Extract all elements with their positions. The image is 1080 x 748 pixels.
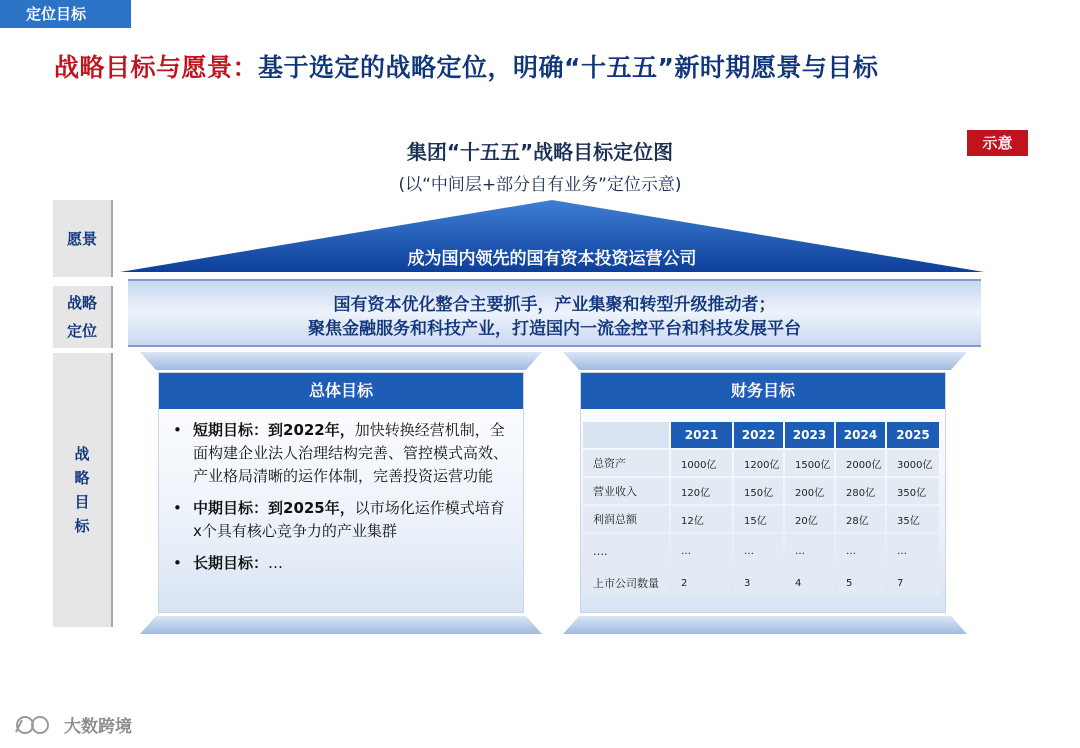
table-cell: …	[836, 534, 885, 568]
table-row	[583, 570, 939, 596]
table-row	[583, 450, 939, 476]
row-label: 总资产	[583, 450, 669, 476]
positioning-line-1: 国有资本优化整合主要抓手，产业集聚和转型升级推动者；	[333, 295, 776, 315]
bullet-icon: •	[173, 554, 182, 572]
table-cell: 350亿	[887, 478, 939, 504]
bullet-icon: •	[173, 421, 182, 439]
table-cell: …	[671, 534, 732, 568]
vision-text: 成为国内领先的国有资本投资运营公司	[407, 249, 697, 269]
table-cell: 200亿	[785, 478, 834, 504]
goal-label	[53, 353, 113, 627]
watermark	[14, 712, 132, 737]
table-corner-cell	[583, 422, 669, 448]
overall-goals-header: 总体目标	[159, 373, 523, 409]
table-cell: 3	[734, 570, 783, 596]
year-header: 2025	[887, 422, 939, 448]
pillar-cap-top-left	[140, 352, 542, 370]
table-cell: 2	[671, 570, 732, 596]
slide-title	[54, 48, 878, 84]
goal-item-long	[173, 552, 513, 575]
positioning-label-line: 定位	[66, 322, 97, 340]
pillar-base-right	[563, 616, 967, 634]
goal-item-short	[173, 419, 513, 488]
section-tag: 定位目标	[0, 0, 131, 28]
table-cell: 1200亿	[734, 450, 783, 476]
row-label: 利润总额	[583, 506, 669, 532]
table-cell: 1500亿	[785, 450, 834, 476]
vision-label: 愿景	[53, 200, 113, 277]
financial-table	[581, 420, 941, 598]
slide-title-rest: 基于选定的战略定位，明确“十五五”新时期愿景与目标	[258, 53, 879, 82]
table-cell: 3000亿	[887, 450, 939, 476]
row-label: ….	[583, 534, 669, 568]
table-cell: 28亿	[836, 506, 885, 532]
goal-label-char: 标	[74, 517, 90, 535]
slide-title-highlight: 战略目标与愿景：	[54, 53, 259, 82]
table-cell: 120亿	[671, 478, 732, 504]
positioning-label-line: 战略	[66, 294, 97, 312]
goal-item-mid	[173, 497, 513, 543]
goal-label-char: 目	[74, 493, 90, 511]
table-header-row	[583, 422, 939, 448]
row-label: 上市公司数量	[583, 570, 669, 596]
overall-goals-panel	[158, 372, 524, 613]
watermark-text: 大数跨境	[64, 717, 132, 737]
table-cell: 15亿	[734, 506, 783, 532]
table-row	[583, 478, 939, 504]
diagram-title: 集团“十五五”战略目标定位图	[406, 140, 674, 164]
financial-goals-header: 财务目标	[581, 373, 945, 409]
financial-goals-panel	[580, 372, 946, 613]
illustration-badge: 示意	[967, 130, 1028, 156]
positioning-line-2: 聚焦金融服务和科技产业，打造国内一流金控平台和科技发展平台	[308, 319, 801, 339]
table-row	[583, 506, 939, 532]
year-header: 2024	[836, 422, 885, 448]
table-cell: …	[734, 534, 783, 568]
table-row	[583, 534, 939, 568]
year-header: 2023	[785, 422, 834, 448]
table-cell: 20亿	[785, 506, 834, 532]
table-cell: 5	[836, 570, 885, 596]
table-cell: 1000亿	[671, 450, 732, 476]
table-cell: …	[785, 534, 834, 568]
goal-list	[173, 419, 513, 584]
year-header: 2022	[734, 422, 783, 448]
goal-term: 中期目标：到2025年，	[193, 499, 355, 517]
goal-text: …	[268, 554, 284, 572]
pillar-cap-top-right	[563, 352, 967, 370]
positioning-label	[53, 286, 113, 348]
goal-term: 短期目标：到2022年，	[193, 421, 355, 439]
table-cell: …	[887, 534, 939, 568]
bullet-icon: •	[173, 499, 182, 517]
table-cell: 7	[887, 570, 939, 596]
pillar-base-left	[140, 616, 542, 634]
goal-text: 以市场化运作模式培育x个具有核心竞争力的产业集群	[193, 499, 505, 540]
table-cell: 4	[785, 570, 834, 596]
table-cell: 12亿	[671, 506, 732, 532]
goal-term: 长期目标：	[193, 554, 269, 572]
table-cell: 280亿	[836, 478, 885, 504]
goal-label-char: 战	[74, 445, 90, 463]
table-cell: 35亿	[887, 506, 939, 532]
row-label: 营业收入	[583, 478, 669, 504]
diagram-subtitle: (以“中间层+部分自有业务”定位示意)	[398, 175, 682, 195]
table-cell: 2000亿	[836, 450, 885, 476]
watermark-logo-icon	[14, 714, 60, 736]
year-header: 2021	[671, 422, 732, 448]
goal-text: 加快转换经营机制，全面构建企业法人治理结构完善、管控模式高效、产业格局清晰的运作体制，完善投资运营功能	[193, 421, 509, 485]
table-cell: 150亿	[734, 478, 783, 504]
goal-label-char: 略	[74, 469, 90, 487]
